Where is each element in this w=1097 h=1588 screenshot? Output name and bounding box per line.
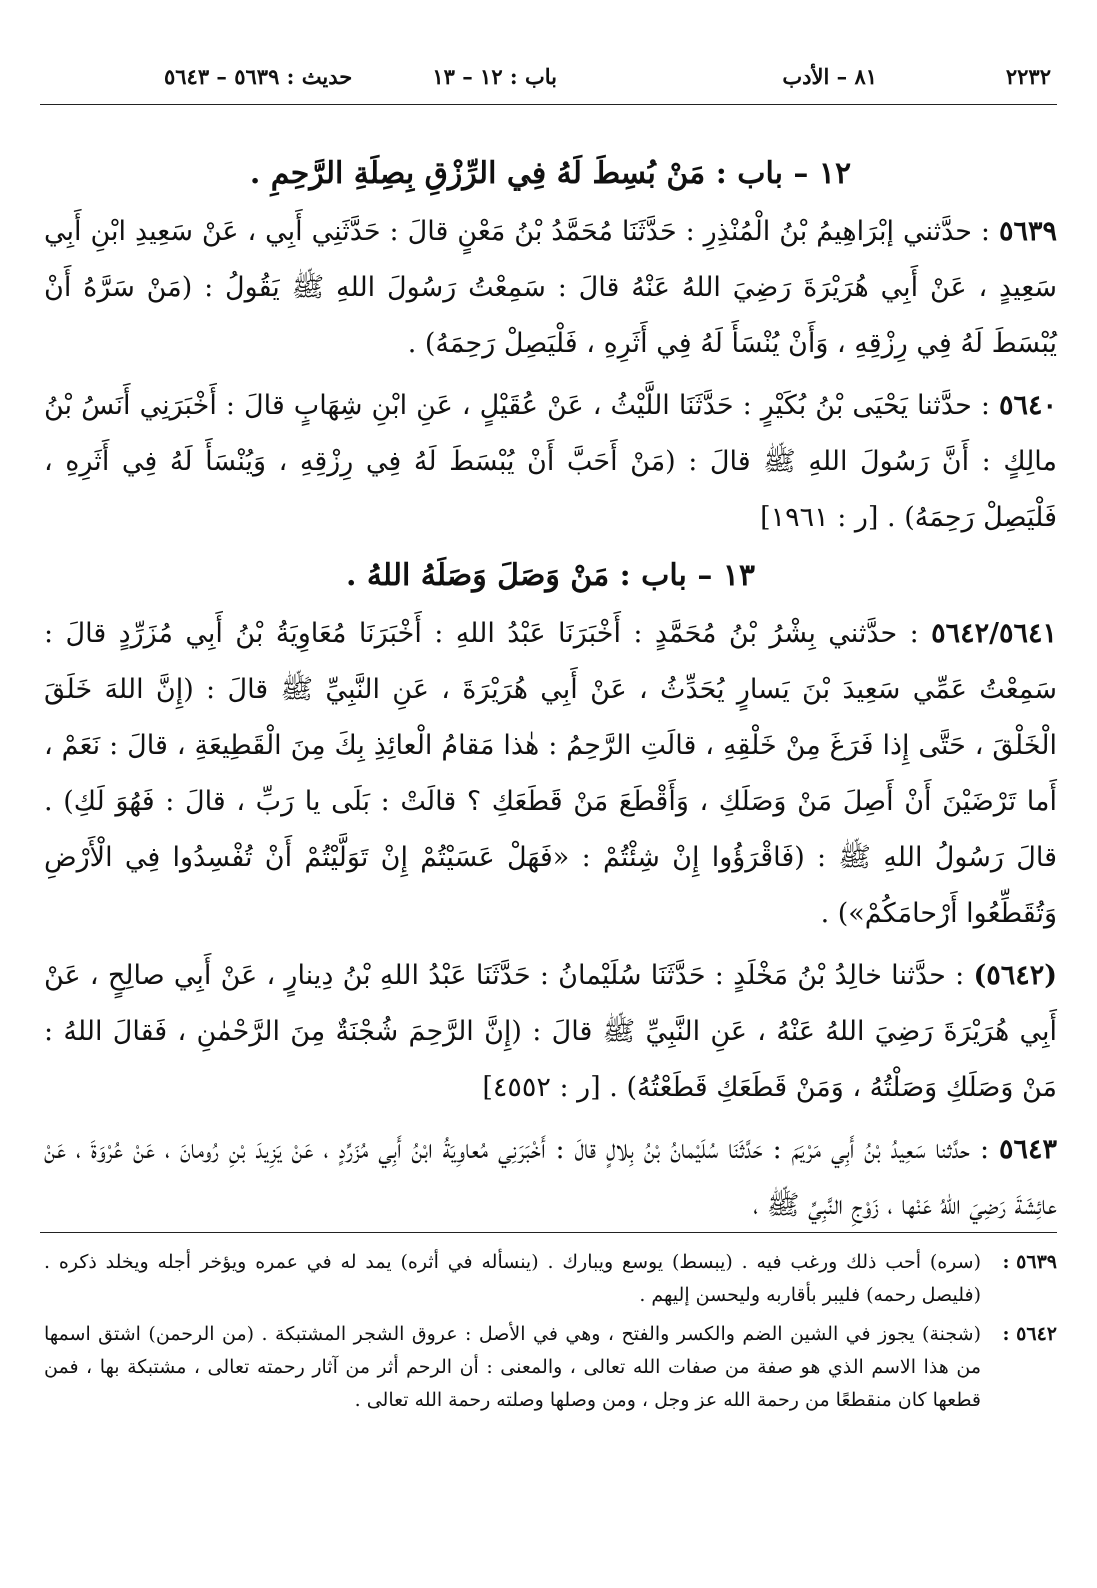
footnote (44, 1318, 1057, 1417)
page-number: ٢٢٣٢ (1005, 64, 1051, 89)
hadith-number: ٥٦٤٣ (998, 1134, 1057, 1165)
bab-title: ١٢ – باب : مَنْ بُسِطَ لَهُ فِي الرِّزْقِ بِصِلَةِ الرَّحِمِ . (249, 156, 852, 191)
chapter-range: باب : ١٢ – ١٣ (432, 64, 557, 89)
bab-title: ١٣ – باب : مَنْ وَصَلَ وَصَلَهُ اللهُ . (345, 558, 756, 593)
footnotes (44, 1246, 1057, 1423)
footnote-text: (شجنة) يجوز في الشين الضم والكسر والفتح ، وهي في الأصل : عروق الشجر المشتبكة . (من الرحمن) اشتق اسمها من هذا الاسم الذي هو صفة من صفات الله تعالى ، والمعنى : أن الرحم أثر من آثار رحمته تعالى ، مشتبكة بها ، فمن قطعها كان منقطعًا من رحمة الله عز وجل ، ومن وصلها وصلته رحمة الله تعالى . (44, 1323, 981, 1411)
hadith-entry (44, 948, 1057, 1116)
hadith-entry (44, 1122, 1057, 1234)
hadith-text: : حدَّثنا سَعِيدُ بْنُ أَبِي مَرْيَمَ : حَدَّثَنَا سُلَيْمانُ بْنُ بِلالٍ قالَ : أَخْبَرَنِي مُعاوِيَةُ ابْنُ أَبِي مُزَرِّدٍ ، عَنْ يَزِيدَ بْنِ رُومانَ ، عَنْ عُرْوَةَ ، عَنْ عائِشَةَ رَضِيَ اللهُ عَنْها ، زَوْجِ النَّبِيِّ ﷺ ، (44, 1134, 1057, 1221)
hadith-text: : حدَّثني إبْرَاهِيمُ بْنُ الْمُنْذِرِ : حَدَّثَنَا مُحَمَّدُ بْنُ مَعْنٍ قالَ : حَدَّثَنِي أَبِي ، عَنْ سَعِيدِ ابْنِ أَبِي سَعِيدٍ ، عَنْ أَبِي هُرَيْرَةَ رَضِيَ اللهُ عَنْهُ قالَ : سَمِعْتُ رَسُولَ اللهِ ﷺ يَقُولُ : (مَنْ سَرَّهُ أَنْ يُبْسَطَ لَهُ فِي رِزْقِهِ ، وَأَنْ يُنْسَأَ لَهُ فِي أَثَرِهِ ، فَلْيَصِلْ رَحِمَهُ) . (44, 216, 1057, 359)
footnote-text: (سره) أحب ذلك ورغب فيه . (يبسط) يوسع ويبارك . (ينسأله في أثره) يمد له في عمره ويؤخر أجله ويخلد ذكره . (فليصل رحمه) فليبر بأقاربه وليحسن إليهم . (44, 1251, 981, 1306)
hadith-text: : حدَّثني بِشْرُ بْنُ مُحَمَّدٍ : أَخْبَرَنَا عَبْدُ اللهِ : أَخْبَرَنَا مُعَاوِيَةُ بْنُ أَبِي مُزَرِّدٍ قالَ : سَمِعْتُ عَمِّي سَعِيدَ بْنَ يَسارٍ يُحَدِّثُ ، عَنْ أَبِي هُرَيْرَةَ ، عَنِ النَّبِيِّ ﷺ قالَ : (إِنَّ اللهَ خَلَقَ الْخَلْقَ ، حَتَّى إِذا فَرَغَ مِنْ خَلْقِهِ ، قالَتِ الرَّحِمُ : هٰذا مَقامُ الْعائِذِ بِكَ مِنَ الْقَطِيعَةِ ، قالَ : نَعَمْ ، أَما تَرْضَيْنَ أَنْ أَصِلَ مَنْ وَصَلَكِ ، وَأَقْطَعَ مَنْ قَطَعَكِ ؟ قالَتْ : بَلَى يا رَبِّ ، قالَ : فَهُوَ لَكِ) . قالَ رَسُولُ اللهِ ﷺ : (فَاقْرَؤُوا إِنْ شِئْتُمْ : «فَهَلْ عَسَيْتُمْ إِنْ تَوَلَّيْتُمْ أَنْ تُفْسِدُوا فِي الْأَرْضِ وَتُقَطِّعُوا أَرْحامَكُمْ») . (44, 618, 1057, 929)
hadith-text: : حدَّثنا خالِدُ بْنُ مَخْلَدٍ : حَدَّثَنَا سُلَيْمانُ : حَدَّثَنَا عَبْدُ اللهِ بْنُ دِينارٍ ، عَنْ أَبِي صالِحٍ ، عَنْ أَبِي هُرَيْرَةَ رَضِيَ اللهُ عَنْهُ ، عَنِ النَّبِيِّ ﷺ قالَ : (إِنَّ الرَّحِمَ شُجْنَةٌ مِنَ الرَّحْمٰنِ ، فَقالَ اللهُ : مَنْ وَصَلَكِ وَصَلْتُهُ ، وَمَنْ قَطَعَكِ قَطَعْتُهُ) . [ر : ٤٥٥٢] (44, 960, 1057, 1103)
header-divider (40, 104, 1057, 105)
hadith-entry (44, 606, 1057, 942)
footnote (44, 1246, 1057, 1312)
hadith-range: حديث : ٥٦٣٩ – ٥٦٤٣ (164, 64, 353, 89)
hadith-number: (٥٦٤٢) (973, 960, 1058, 991)
main-text (44, 150, 1057, 1240)
hadith-number: ٥٦٤٢/٥٦٤١ (931, 618, 1057, 649)
running-header (44, 58, 1057, 98)
hadith-entry (44, 378, 1057, 546)
hadith-number: ٥٦٤٠ (998, 390, 1057, 421)
footnote-divider (40, 1232, 1057, 1233)
book-title: ٨١ – الأدب (782, 64, 877, 89)
hadith-text: : حدَّثنا يَحْيَى بْنُ بُكَيْرٍ : حَدَّثَنَا اللَّيْثُ ، عَنْ عُقَيْلٍ ، عَنِ ابْنِ شِهَابٍ قالَ : أَخْبَرَنِي أَنَسُ بْنُ مالِكٍ : أَنَّ رَسُولَ اللهِ ﷺ قالَ : (مَنْ أَحَبَّ أَنْ يُبْسَطَ لَهُ فِي رِزْقِهِ ، وَيُنْسَأَ لَهُ فِي أَثَرِهِ ، فَلْيَصِلْ رَحِمَهُ) . [ر : ١٩٦١] (44, 390, 1057, 533)
footnote-number: ٥٦٣٩ : (1002, 1251, 1057, 1273)
footnote-number: ٥٦٤٢ : (1002, 1323, 1057, 1345)
hadith-entry (44, 204, 1057, 372)
hadith-number: ٥٦٣٩ (999, 216, 1058, 247)
